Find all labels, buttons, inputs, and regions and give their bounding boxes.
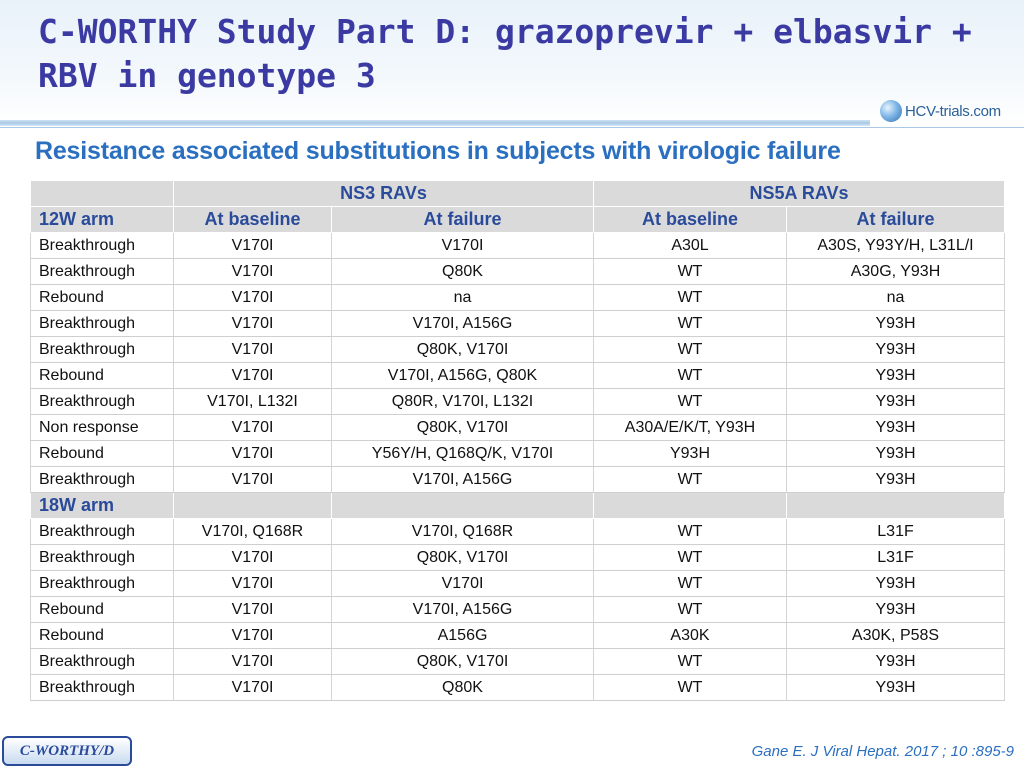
- ns3-baseline-cell: V170I: [174, 597, 332, 623]
- ns5a-failure-cell: Y93H: [787, 415, 1005, 441]
- globe-icon: [880, 100, 902, 122]
- study-tag: C-WORTHY/D: [2, 736, 132, 766]
- table-row: [31, 675, 1005, 701]
- outcome-cell: Rebound: [31, 285, 174, 311]
- ns5a-baseline-header: At baseline: [594, 207, 787, 233]
- header-empty-cell: [31, 181, 174, 207]
- ns3-failure-cell: Q80K, V170I: [332, 649, 594, 675]
- ns3-failure-cell: V170I, A156G: [332, 311, 594, 337]
- outcome-cell: Breakthrough: [31, 259, 174, 285]
- ns3-baseline-header: At baseline: [174, 207, 332, 233]
- outcome-cell: Breakthrough: [31, 649, 174, 675]
- ns5a-failure-cell: Y93H: [787, 363, 1005, 389]
- ns5a-header: NS5A RAVs: [594, 181, 1005, 207]
- logo-text: HCV-trials.com: [905, 102, 1001, 120]
- ns3-failure-cell: V170I, A156G: [332, 597, 594, 623]
- ns5a-failure-cell: Y93H: [787, 675, 1005, 701]
- ns3-baseline-cell: V170I: [174, 467, 332, 493]
- ns5a-baseline-cell: WT: [594, 597, 787, 623]
- ns5a-baseline-cell: A30A/E/K/T, Y93H: [594, 415, 787, 441]
- ns3-baseline-cell: V170I, Q168R: [174, 519, 332, 545]
- ns3-baseline-cell: V170I: [174, 441, 332, 467]
- ns3-baseline-cell: V170I: [174, 233, 332, 259]
- ns3-failure-cell: Q80K, V170I: [332, 337, 594, 363]
- ns5a-baseline-cell: WT: [594, 259, 787, 285]
- arm-18w-label: 18W arm: [31, 493, 174, 519]
- ns3-failure-cell: V170I: [332, 233, 594, 259]
- ns3-baseline-cell: V170I: [174, 415, 332, 441]
- ns5a-failure-cell: Y93H: [787, 441, 1005, 467]
- arm-18w-empty-cell: [332, 493, 594, 519]
- ns5a-failure-header: At failure: [787, 207, 1005, 233]
- ns5a-failure-cell: L31F: [787, 519, 1005, 545]
- ns5a-baseline-cell: A30L: [594, 233, 787, 259]
- outcome-cell: Breakthrough: [31, 519, 174, 545]
- ns5a-baseline-cell: WT: [594, 467, 787, 493]
- outcome-cell: Breakthrough: [31, 337, 174, 363]
- ns3-baseline-cell: V170I: [174, 285, 332, 311]
- ns5a-failure-cell: Y93H: [787, 467, 1005, 493]
- ns3-failure-cell: V170I, Q168R: [332, 519, 594, 545]
- outcome-cell: Breakthrough: [31, 467, 174, 493]
- outcome-cell: Breakthrough: [31, 389, 174, 415]
- ns5a-baseline-cell: WT: [594, 545, 787, 571]
- table-row: [31, 519, 1005, 545]
- ns5a-baseline-cell: WT: [594, 675, 787, 701]
- outcome-cell: Rebound: [31, 363, 174, 389]
- table-row: [31, 597, 1005, 623]
- table-row: [31, 623, 1005, 649]
- ns5a-baseline-cell: WT: [594, 337, 787, 363]
- page-title: C-WORTHY Study Part D: grazoprevir + elbasvir + RBV in genotype 3: [38, 12, 972, 95]
- ns3-baseline-cell: V170I: [174, 363, 332, 389]
- ns3-baseline-cell: V170I: [174, 545, 332, 571]
- table-row: [31, 649, 1005, 675]
- title-divider-thin: [0, 127, 1024, 128]
- ns3-baseline-cell: V170I: [174, 259, 332, 285]
- resistance-table: [30, 180, 1005, 701]
- table-row: [31, 259, 1005, 285]
- table-row: [31, 441, 1005, 467]
- ns5a-failure-cell: Y93H: [787, 597, 1005, 623]
- ns3-failure-cell: V170I, A156G: [332, 467, 594, 493]
- ns5a-baseline-cell: WT: [594, 519, 787, 545]
- ns5a-failure-cell: Y93H: [787, 571, 1005, 597]
- outcome-cell: Breakthrough: [31, 571, 174, 597]
- ns3-failure-cell: Q80K: [332, 675, 594, 701]
- ns3-baseline-cell: V170I, L132I: [174, 389, 332, 415]
- ns5a-baseline-cell: WT: [594, 389, 787, 415]
- ns3-baseline-cell: V170I: [174, 675, 332, 701]
- ns5a-failure-cell: L31F: [787, 545, 1005, 571]
- ns3-baseline-cell: V170I: [174, 649, 332, 675]
- ns5a-baseline-cell: WT: [594, 311, 787, 337]
- table-row: [31, 415, 1005, 441]
- ns5a-failure-cell: Y93H: [787, 337, 1005, 363]
- ns5a-baseline-cell: WT: [594, 649, 787, 675]
- hcv-trials-logo: [880, 98, 1001, 124]
- ns3-failure-cell: na: [332, 285, 594, 311]
- ns5a-baseline-cell: WT: [594, 285, 787, 311]
- outcome-cell: Breakthrough: [31, 675, 174, 701]
- ns3-baseline-cell: V170I: [174, 311, 332, 337]
- ns3-failure-cell: V170I: [332, 571, 594, 597]
- sub-header-row: [31, 207, 1005, 233]
- table-row: [31, 363, 1005, 389]
- citation: Gane E. J Viral Hepat. 2017 ; 10 :895-9: [751, 743, 1014, 760]
- ns3-failure-cell: V170I, A156G, Q80K: [332, 363, 594, 389]
- outcome-cell: Rebound: [31, 597, 174, 623]
- table-row: [31, 467, 1005, 493]
- table-subtitle: Resistance associated substitutions in subjects with virologic failure: [35, 137, 841, 165]
- outcome-cell: Breakthrough: [31, 233, 174, 259]
- ns3-failure-cell: Q80K, V170I: [332, 415, 594, 441]
- ns5a-failure-cell: A30K, P58S: [787, 623, 1005, 649]
- ns5a-failure-cell: Y93H: [787, 649, 1005, 675]
- ns3-failure-cell: Q80K, V170I: [332, 545, 594, 571]
- ns3-failure-header: At failure: [332, 207, 594, 233]
- ns3-baseline-cell: V170I: [174, 571, 332, 597]
- ns3-failure-cell: Q80K: [332, 259, 594, 285]
- outcome-cell: Breakthrough: [31, 545, 174, 571]
- ns5a-baseline-cell: WT: [594, 363, 787, 389]
- ns5a-failure-cell: Y93H: [787, 311, 1005, 337]
- ns5a-failure-cell: na: [787, 285, 1005, 311]
- table-row: [31, 233, 1005, 259]
- table-row: [31, 545, 1005, 571]
- ns3-baseline-cell: V170I: [174, 337, 332, 363]
- arm-18w-empty-cell: [594, 493, 787, 519]
- ns5a-baseline-cell: WT: [594, 571, 787, 597]
- ns5a-failure-cell: Y93H: [787, 389, 1005, 415]
- table-row: [31, 285, 1005, 311]
- ns3-failure-cell: Q80R, V170I, L132I: [332, 389, 594, 415]
- ns5a-failure-cell: A30S, Y93Y/H, L31L/I: [787, 233, 1005, 259]
- outcome-cell: Rebound: [31, 441, 174, 467]
- outcome-cell: Non response: [31, 415, 174, 441]
- table-row: [31, 337, 1005, 363]
- title-divider: [0, 120, 870, 126]
- arm-18w-row: [31, 493, 1005, 519]
- ns5a-failure-cell: A30G, Y93H: [787, 259, 1005, 285]
- group-header-row: [31, 181, 1005, 207]
- outcome-cell: Rebound: [31, 623, 174, 649]
- ns3-failure-cell: A156G: [332, 623, 594, 649]
- table-row: [31, 389, 1005, 415]
- arm-12w-label: 12W arm: [31, 207, 174, 233]
- outcome-cell: Breakthrough: [31, 311, 174, 337]
- ns5a-baseline-cell: A30K: [594, 623, 787, 649]
- ns3-header: NS3 RAVs: [174, 181, 594, 207]
- ns3-baseline-cell: V170I: [174, 623, 332, 649]
- table-row: [31, 311, 1005, 337]
- ns5a-baseline-cell: Y93H: [594, 441, 787, 467]
- arm-18w-empty-cell: [174, 493, 332, 519]
- ns3-failure-cell: Y56Y/H, Q168Q/K, V170I: [332, 441, 594, 467]
- table-row: [31, 571, 1005, 597]
- arm-18w-empty-cell: [787, 493, 1005, 519]
